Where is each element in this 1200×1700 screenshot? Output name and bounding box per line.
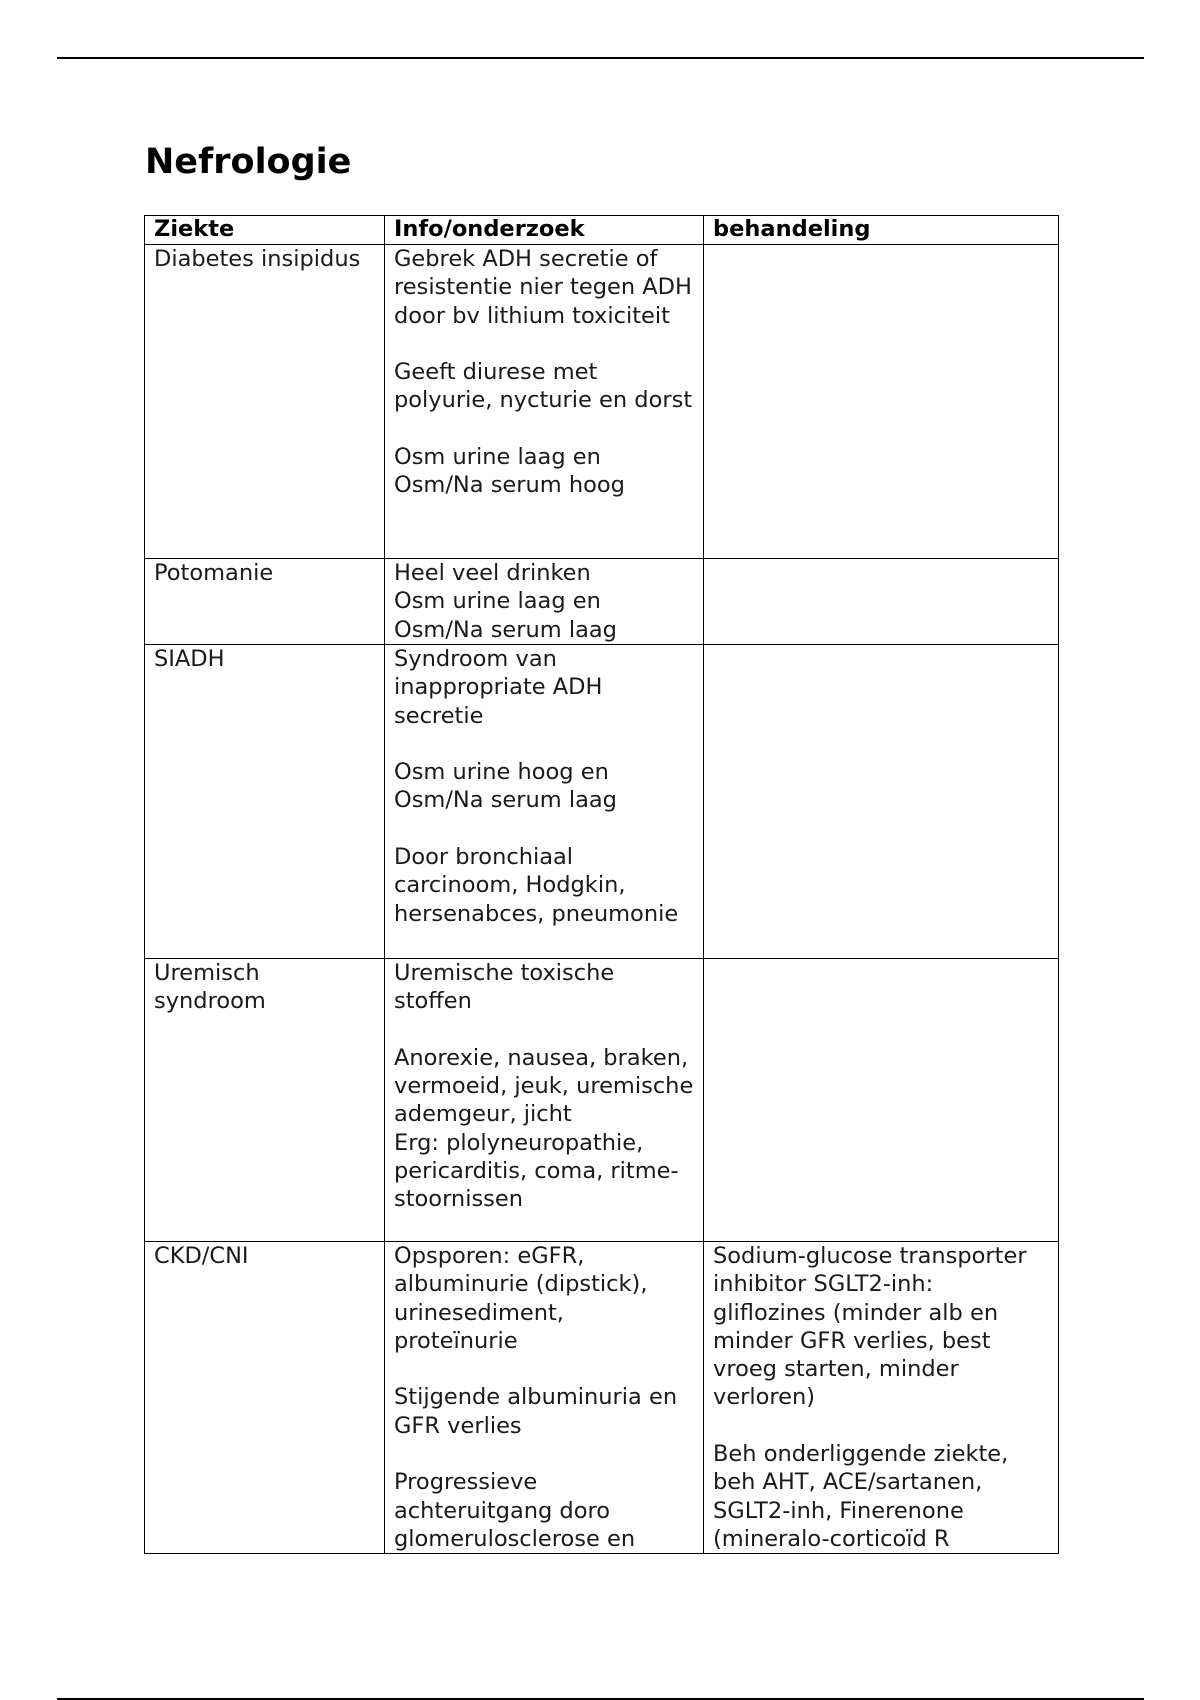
info-text: Syndroom van inappropriate ADH secretie [394,646,603,729]
info-cell [385,645,704,959]
treatment-cell [704,245,1059,559]
table-row [145,245,1059,559]
page-title: Nefrologie [145,142,352,182]
info-text: Osm urine laag en Osm/Na serum hoog [394,444,625,499]
table-row [145,645,1059,959]
column-header-disease: Ziekte [145,216,385,245]
treatment-cell [704,559,1059,645]
treatment-cell [704,1242,1059,1554]
treatment-cell [704,959,1059,1242]
table-row [145,959,1059,1242]
info-cell [385,245,704,559]
info-text: Gebrek ADH secretie of resistentie nier tegen ADH door bv lithium toxiciteit [394,246,692,329]
disease-table [144,215,1059,1554]
disease-cell: SIADH [145,645,385,959]
column-header-treatment: behandeling [704,216,1059,245]
table-header-row [145,216,1059,245]
treatment-cell [704,645,1059,959]
info-cell [385,1242,704,1554]
info-text: Geeft diurese met polyurie, nycturie en dorst [394,359,693,414]
table-row [145,1242,1059,1554]
header-rule [57,57,1144,59]
info-text: Anorexie, nausea, braken, vermoeid, jeuk, uremische ademgeur, jicht [394,1044,694,1128]
info-text: Uremische toxische stoffen [394,960,615,1015]
info-text: Osm urine laag en Osm/Na serum laag [394,588,617,643]
disease-cell: CKD/CNI [145,1242,385,1554]
info-text: Erg: plolyneuropathie, pericarditis, coma, ritme-stoornissen [394,1129,679,1213]
treatment-text: Beh onderliggende ziekte, beh AHT, ACE/sartanen, SGLT2-inh, Finerenone (mineralo-corticoïd R [713,1441,1009,1552]
table-row [145,559,1059,645]
info-text: Progressieve achteruitgang doro glomerulosclerose en [394,1469,636,1552]
info-text: Door bronchiaal carcinoom, Hodgkin, hersenabces, pneumonie [394,844,679,927]
info-text: Heel veel drinken [394,560,591,586]
info-text: Stijgende albuminuria en GFR verlies [394,1384,678,1439]
info-text: Osm urine hoog en Osm/Na serum laag [394,759,617,814]
disease-cell: Potomanie [145,559,385,645]
info-cell [385,959,704,1242]
info-text: Opsporen: eGFR, albuminurie (dipstick), urinesediment, proteïnurie [394,1243,648,1354]
disease-cell: Uremisch syndroom [145,959,385,1242]
disease-cell: Diabetes insipidus [145,245,385,559]
treatment-text: Sodium-glucose transporter inhibitor SGLT2-inh: gliflozines (minder alb en minder GFR verlies, best vroeg starten, minder verloren) [713,1243,1027,1411]
column-header-info: Info/onderzoek [385,216,704,245]
info-cell [385,559,704,645]
